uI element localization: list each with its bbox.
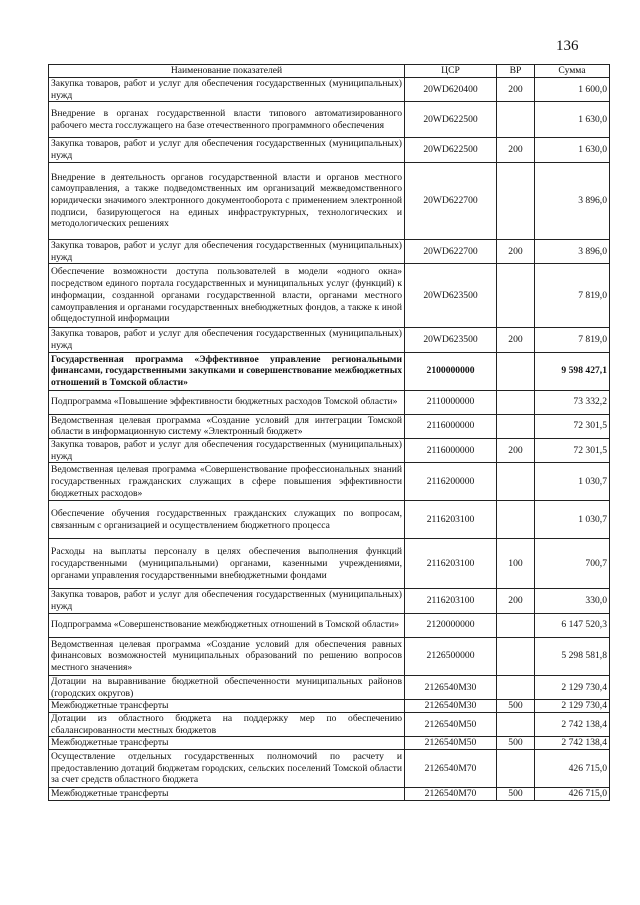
cell-csr: 2110000000 (405, 390, 497, 414)
cell-csr: 2116203100 (405, 589, 497, 613)
cell-vr: 200 (497, 138, 535, 162)
table-row (49, 162, 610, 239)
cell-vr (497, 675, 535, 699)
cell-sum: 7 819,0 (535, 264, 610, 328)
cell-sum: 1 030,7 (535, 463, 610, 501)
cell-csr: 20WD623500 (405, 264, 497, 328)
cell-name: Закупка товаров, работ и услуг для обеспечения государственных (муниципальных) нужд (49, 589, 405, 613)
cell-sum: 3 896,0 (535, 239, 610, 263)
cell-csr: 2126540М50 (405, 737, 497, 750)
table-row (49, 539, 610, 589)
table-header-row (49, 65, 610, 78)
table-row (49, 414, 610, 438)
cell-sum: 3 896,0 (535, 162, 610, 239)
table-row (49, 264, 610, 328)
cell-sum: 5 298 581,8 (535, 637, 610, 675)
cell-sum: 7 819,0 (535, 328, 610, 352)
table-row (49, 390, 610, 414)
cell-name: Внедрение в органах государственной власти типового автоматизированного рабочего места госслужащего на базе отечественного программного обеспечения (49, 102, 405, 138)
cell-vr: 100 (497, 539, 535, 589)
cell-csr: 20WD622700 (405, 162, 497, 239)
cell-name: Межбюджетные трансферты (49, 700, 405, 713)
cell-vr (497, 463, 535, 501)
cell-csr: 20WD622500 (405, 102, 497, 138)
cell-csr: 2100000000 (405, 352, 497, 390)
cell-name: Подпрограмма «Повышение эффективности бюджетных расходов Томской области» (49, 390, 405, 414)
cell-csr: 20WD622700 (405, 239, 497, 263)
cell-vr (497, 712, 535, 736)
cell-name: Закупка товаров, работ и услуг для обеспечения государственных (муниципальных) нужд (49, 328, 405, 352)
cell-vr (497, 613, 535, 637)
cell-vr (497, 637, 535, 675)
cell-name: Внедрение в деятельность органов государственной власти и органов местного самоуправления, а также подведомственных им организаций межведомственного юридически значимого электронного документооборота с применением электронной подписи, базирующегося на единых инфраструктурных, технологических и методологических решениях (49, 162, 405, 239)
table-row (49, 352, 610, 390)
cell-sum: 426 715,0 (535, 788, 610, 801)
cell-vr: 200 (497, 328, 535, 352)
cell-name: Ведомственная целевая программа «Создание условий для интеграции Томской области в информационную систему «Электронный бюджет» (49, 414, 405, 438)
cell-name: Ведомственная целевая программа «Совершенствование профессиональных знаний государственных гражданских служащих в сфере повышения эффективности бюджетных расходов» (49, 463, 405, 501)
cell-name: Дотации из областного бюджета на поддержку мер по обеспечению сбалансированности местных бюджетов (49, 712, 405, 736)
cell-name: Межбюджетные трансферты (49, 788, 405, 801)
column-header-vr: ВР (497, 65, 535, 78)
cell-vr (497, 102, 535, 138)
column-header-name: Наименование показателей (49, 65, 405, 78)
cell-csr: 2120000000 (405, 613, 497, 637)
table-row (49, 78, 610, 102)
cell-csr: 20WD622500 (405, 138, 497, 162)
cell-name: Межбюджетные трансферты (49, 737, 405, 750)
cell-vr (497, 501, 535, 539)
cell-name: Ведомственная целевая программа «Создание условий для обеспечения равных финансовых возможностей муниципальных образований по решению вопросов местного значения» (49, 637, 405, 675)
table-row (49, 613, 610, 637)
cell-vr (497, 264, 535, 328)
budget-table (48, 64, 610, 801)
cell-csr: 2126500000 (405, 637, 497, 675)
cell-csr: 2126540М50 (405, 712, 497, 736)
cell-csr: 2116203100 (405, 539, 497, 589)
cell-sum: 1 030,7 (535, 501, 610, 539)
cell-vr: 200 (497, 439, 535, 463)
cell-sum: 72 301,5 (535, 439, 610, 463)
cell-csr: 20WD623500 (405, 328, 497, 352)
cell-csr: 2126540М30 (405, 700, 497, 713)
cell-name: Осуществление отдельных государственных полномочий по расчету и предоставлению дотаций бюджетам городских, сельских поселений Томской области за счет средств областного бюджета (49, 750, 405, 788)
cell-sum: 2 742 138,4 (535, 737, 610, 750)
cell-vr: 500 (497, 700, 535, 713)
cell-name: Закупка товаров, работ и услуг для обеспечения государственных (муниципальных) нужд (49, 439, 405, 463)
table-row (49, 589, 610, 613)
cell-sum: 6 147 520,3 (535, 613, 610, 637)
cell-name: Подпрограмма «Совершенствование межбюджетных отношений в Томской области» (49, 613, 405, 637)
cell-csr: 2126540М70 (405, 750, 497, 788)
cell-csr: 2116000000 (405, 414, 497, 438)
table-row (49, 439, 610, 463)
table-row (49, 675, 610, 699)
cell-sum: 73 332,2 (535, 390, 610, 414)
cell-name: Государственная программа «Эффективное управление региональными финансами, государственными закупками и совершенствование межбюджетных отношений в Томской области» (49, 352, 405, 390)
cell-csr: 2126540М70 (405, 788, 497, 801)
cell-sum: 2 129 730,4 (535, 700, 610, 713)
table-row (49, 328, 610, 352)
cell-csr: 2126540М30 (405, 675, 497, 699)
table-row (49, 712, 610, 736)
cell-csr: 2116000000 (405, 439, 497, 463)
cell-csr: 2116203100 (405, 501, 497, 539)
cell-vr: 500 (497, 737, 535, 750)
table-row (49, 700, 610, 713)
cell-sum: 72 301,5 (535, 414, 610, 438)
table-row (49, 737, 610, 750)
cell-sum: 1 630,0 (535, 138, 610, 162)
column-header-csr: ЦСР (405, 65, 497, 78)
cell-name: Закупка товаров, работ и услуг для обеспечения государственных (муниципальных) нужд (49, 78, 405, 102)
cell-vr (497, 750, 535, 788)
cell-vr: 500 (497, 788, 535, 801)
cell-sum: 2 129 730,4 (535, 675, 610, 699)
cell-name: Обеспечение возможности доступа пользователей в модели «одного окна» посредством единого портала государственных и муниципальных услуг (функций) к информации, созданной органами государственной власти, органами местного самоуправления и органами государственных внебюджетных фондов, а также к иной общедоступной информации (49, 264, 405, 328)
cell-name: Расходы на выплаты персоналу в целях обеспечения выполнения функций государственными (муниципальными) органами, казенными учреждениями, органами управления государственными внебюджетными фондами (49, 539, 405, 589)
table-row (49, 501, 610, 539)
cell-vr: 200 (497, 78, 535, 102)
cell-vr (497, 390, 535, 414)
cell-sum: 9 598 427,1 (535, 352, 610, 390)
cell-sum: 1 600,0 (535, 78, 610, 102)
cell-csr: 20WD620400 (405, 78, 497, 102)
table-row (49, 239, 610, 263)
cell-name: Обеспечение обучения государственных гражданских служащих по вопросам, связанным с организацией и осуществлением бюджетного процесса (49, 501, 405, 539)
table-row (49, 750, 610, 788)
page-number: 136 (556, 38, 579, 54)
cell-vr (497, 162, 535, 239)
column-header-sum: Сумма (535, 65, 610, 78)
cell-sum: 426 715,0 (535, 750, 610, 788)
cell-name: Закупка товаров, работ и услуг для обеспечения государственных (муниципальных) нужд (49, 138, 405, 162)
table-row (49, 788, 610, 801)
cell-vr: 200 (497, 589, 535, 613)
cell-csr: 2116200000 (405, 463, 497, 501)
cell-name: Дотации на выравнивание бюджетной обеспеченности муниципальных районов (городских округов) (49, 675, 405, 699)
cell-sum: 1 630,0 (535, 102, 610, 138)
table-row (49, 637, 610, 675)
cell-vr (497, 352, 535, 390)
cell-vr: 200 (497, 239, 535, 263)
cell-sum: 2 742 138,4 (535, 712, 610, 736)
cell-name: Закупка товаров, работ и услуг для обеспечения государственных (муниципальных) нужд (49, 239, 405, 263)
table-row (49, 102, 610, 138)
cell-sum: 700,7 (535, 539, 610, 589)
cell-sum: 330,0 (535, 589, 610, 613)
table-row (49, 138, 610, 162)
cell-vr (497, 414, 535, 438)
table-row (49, 463, 610, 501)
table-body (49, 78, 610, 801)
